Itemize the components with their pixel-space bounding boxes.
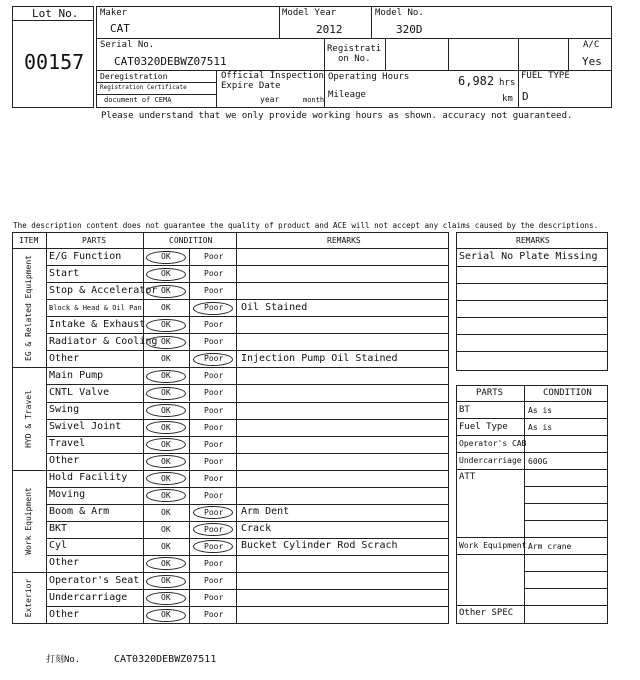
poor-option: Poor <box>204 388 224 398</box>
part-name: Other <box>49 557 80 569</box>
remark-text: Crack <box>241 523 272 535</box>
ac-value: Yes <box>582 55 602 68</box>
row-divider <box>46 316 449 317</box>
ok-option: OK <box>161 354 171 364</box>
fuel-type-label: FUEL TYPE <box>521 71 570 81</box>
row-divider <box>46 521 449 522</box>
ok-selected-circle <box>146 421 186 434</box>
condition-divider <box>189 606 190 623</box>
att-label: ATT <box>459 472 476 482</box>
ok-option: OK <box>161 558 171 568</box>
cema-label: document of CEMA <box>104 96 172 104</box>
ok-selected-circle <box>146 609 186 622</box>
ok-selected-circle <box>146 438 186 451</box>
ok-option: OK <box>161 422 171 432</box>
remark-text: Injection Pump Oil Stained <box>241 352 398 364</box>
poor-option: Poor <box>204 576 224 585</box>
ok-option: OK <box>161 541 171 551</box>
poor-option: Poor <box>204 405 224 415</box>
poor-option: Poor <box>204 354 224 364</box>
part-name: Hold Facility <box>49 472 128 484</box>
poor-option: Poor <box>204 456 224 466</box>
row-divider <box>46 538 449 539</box>
condition-divider <box>189 487 190 504</box>
condition-divider <box>189 504 190 521</box>
disclaimer-text: The description content does not guarantee the quality of product and ACE will not accept any claims caused by the descriptions. <box>13 221 599 230</box>
condition-divider <box>189 248 190 265</box>
poor-option: Poor <box>204 337 224 347</box>
working-hours-notice: Please understand that we only provide working hours as shown. accuracy not guaranteed. <box>101 111 573 121</box>
other-spec-label: Other SPEC <box>459 608 514 618</box>
condition-divider <box>189 299 190 316</box>
part-name: Other <box>49 455 80 467</box>
ok-option: OK <box>161 576 171 585</box>
ok-option: OK <box>161 490 171 500</box>
ok-selected-circle <box>146 319 186 332</box>
month-label: month <box>303 96 325 104</box>
group-label: HYD & Travel <box>24 389 33 448</box>
condition-divider <box>189 589 190 606</box>
serial-no-label: Serial No. <box>100 40 155 50</box>
poor-option: Poor <box>204 303 224 313</box>
remarks-column-header: REMARKS <box>327 236 361 245</box>
model-no-value: 320D <box>396 23 423 36</box>
poor-option: Poor <box>204 541 224 551</box>
condition-divider <box>189 521 190 538</box>
ok-selected-circle <box>146 285 186 298</box>
official-inspection-label-2: Expire Date <box>221 81 281 91</box>
ok-selected-circle <box>146 592 186 605</box>
ok-selected-circle <box>146 404 186 417</box>
hrs-unit: hrs <box>499 78 516 88</box>
stamp-no-label: 打刻No. <box>46 655 81 665</box>
part-name: Start <box>49 267 80 279</box>
row-divider <box>46 436 449 437</box>
model-year-value: 2012 <box>316 23 343 36</box>
group-divider <box>12 367 449 368</box>
ok-selected-circle <box>146 370 186 383</box>
part-name: E/G Function <box>49 250 122 262</box>
model-year-label: Model Year <box>282 8 337 18</box>
part-name: Stop & Accelerator <box>49 284 158 296</box>
group-divider <box>12 572 449 573</box>
part-name: Undercarriage <box>49 591 128 603</box>
condition-divider <box>189 470 190 487</box>
condition-divider <box>189 436 190 453</box>
condition-divider <box>189 572 190 589</box>
ok-selected-circle <box>146 575 186 588</box>
ok-option: OK <box>161 439 171 449</box>
remark-text: Bucket Cylinder Rod Scrach <box>241 540 398 552</box>
row-divider <box>46 504 449 505</box>
row-divider <box>46 555 449 556</box>
poor-option: Poor <box>204 286 224 296</box>
row-divider <box>46 265 449 266</box>
condition-divider <box>189 402 190 419</box>
part-name: Other <box>49 352 80 364</box>
poor-option: Poor <box>204 593 224 602</box>
parts-box-row-part: Operator's CAB <box>459 439 527 448</box>
fuel-type-value: D <box>522 90 529 103</box>
ok-option: OK <box>161 371 171 381</box>
part-name: Swivel Joint <box>49 421 122 432</box>
poor-option: Poor <box>204 252 224 261</box>
parts-box-condition-header: CONDITION <box>543 388 592 398</box>
part-name: Block & Head & Oil Pan <box>49 303 142 312</box>
poor-selected-circle <box>193 302 233 315</box>
part-name: Travel <box>49 438 86 450</box>
part-name: Cyl <box>49 540 68 552</box>
row-divider <box>46 402 449 403</box>
part-name: Operator's Seat <box>49 574 140 586</box>
part-name: Radiator & Cooling <box>49 335 158 347</box>
condition-divider <box>189 419 190 436</box>
parts-box-row-condition: As is <box>528 423 553 432</box>
poor-option: Poor <box>204 610 224 619</box>
part-name: Main Pump <box>49 369 104 381</box>
ok-option: OK <box>161 252 171 261</box>
group-label: Work Equipment <box>24 487 33 555</box>
poor-option: Poor <box>204 439 224 449</box>
condition-divider <box>189 265 190 282</box>
year-label: year <box>260 95 280 104</box>
ok-option: OK <box>161 610 171 619</box>
poor-option: Poor <box>204 422 224 432</box>
row-divider <box>46 606 449 607</box>
ok-option: OK <box>161 473 171 483</box>
group-label: Exterior <box>24 578 33 617</box>
deregistration-label: Deregistration <box>100 72 168 81</box>
remark-text: Arm Dent <box>241 506 290 518</box>
ok-selected-circle <box>146 472 186 485</box>
mileage-label: Mileage <box>328 90 366 100</box>
ok-option: OK <box>161 524 171 534</box>
ok-option: OK <box>161 456 171 466</box>
official-inspection-label-1: Official Inspection <box>221 71 324 81</box>
row-divider <box>46 350 449 351</box>
ok-option: OK <box>161 337 171 347</box>
poor-option: Poor <box>204 371 224 381</box>
condition-divider <box>189 282 190 299</box>
part-name: Intake & Exhaust <box>49 318 146 330</box>
ok-option: OK <box>161 269 171 279</box>
part-name: Moving <box>49 489 86 501</box>
ok-option: OK <box>161 286 171 296</box>
row-divider <box>46 419 449 420</box>
condition-divider <box>189 555 190 572</box>
km-unit: km <box>502 94 513 104</box>
ok-option: OK <box>161 593 171 602</box>
condition-divider <box>189 384 190 401</box>
parts-box-row-part: BT <box>459 405 470 415</box>
item-column-header: ITEM <box>19 236 39 245</box>
condition-column-header: CONDITION <box>169 236 213 245</box>
ok-selected-circle <box>146 251 186 264</box>
row-divider <box>46 453 449 454</box>
ok-selected-circle <box>146 455 186 468</box>
ok-option: OK <box>161 507 171 517</box>
operating-hours-value: 6,982 <box>458 74 495 88</box>
poor-option: Poor <box>204 269 224 279</box>
lot-no-value: 00157 <box>24 50 85 74</box>
remark-text: Oil Stained <box>241 301 308 313</box>
part-name: Boom & Arm <box>49 506 110 518</box>
poor-option: Poor <box>204 507 224 517</box>
stamp-no-value: CAT0320DEBWZ07511 <box>114 654 217 665</box>
lot-no-label: Lot No. <box>32 7 79 20</box>
poor-option: Poor <box>204 558 224 568</box>
ac-label: A/C <box>583 40 600 50</box>
ok-selected-circle <box>146 268 186 281</box>
poor-option: Poor <box>204 473 224 483</box>
registration-label-line1: Registrati <box>327 44 382 54</box>
condition-divider <box>189 316 190 333</box>
poor-option: Poor <box>204 524 224 534</box>
work-equipment-value: Arm crane <box>528 542 572 551</box>
row-divider <box>46 333 449 334</box>
remarks-box-header: REMARKS <box>516 236 550 245</box>
condition-divider <box>189 350 190 367</box>
ok-option: OK <box>161 388 171 398</box>
poor-option: Poor <box>204 320 224 330</box>
row-divider <box>46 384 449 385</box>
serial-no-value: CAT0320DEBWZ07511 <box>114 55 227 68</box>
parts-box-parts-header: PARTS <box>476 388 504 398</box>
part-name: CNTL Valve <box>49 386 110 398</box>
part-name: Swing <box>49 404 80 415</box>
parts-box-row-part: Fuel Type <box>459 422 508 432</box>
group-divider <box>12 470 449 471</box>
maker-value: CAT <box>110 22 130 35</box>
work-equipment-label: Work Equipment <box>459 541 527 550</box>
condition-divider <box>189 538 190 555</box>
poor-option: Poor <box>204 490 224 500</box>
parts-box-row-part: Undercarriage <box>459 456 522 465</box>
condition-divider <box>189 367 190 384</box>
ok-selected-circle <box>146 336 186 349</box>
ok-selected-circle <box>146 387 186 400</box>
row-divider <box>46 589 449 590</box>
operating-hours-label: Operating Hours <box>328 72 410 82</box>
row-divider <box>46 487 449 488</box>
condition-divider <box>189 453 190 470</box>
row-divider <box>46 299 449 300</box>
registration-label-line2: on No. <box>338 54 371 64</box>
poor-selected-circle <box>193 353 233 366</box>
parts-box-row-condition: 600G <box>528 457 548 466</box>
ok-option: OK <box>161 405 171 415</box>
row-divider <box>46 282 449 283</box>
ok-option: OK <box>161 303 171 313</box>
part-name: BKT <box>49 523 68 535</box>
remarks-box-line1: Serial No Plate Missing <box>459 251 598 262</box>
maker-label: Maker <box>100 8 128 18</box>
group-label: EG & Related Equipment <box>24 254 33 361</box>
registration-certificate-label: Registration Certificate <box>100 84 187 91</box>
parts-column-header: PARTS <box>82 236 107 245</box>
ok-option: OK <box>161 320 171 330</box>
part-name: Other <box>49 608 80 620</box>
condition-divider <box>189 333 190 350</box>
parts-box-row-condition: As is <box>528 406 553 415</box>
model-no-label: Model No. <box>375 8 424 18</box>
